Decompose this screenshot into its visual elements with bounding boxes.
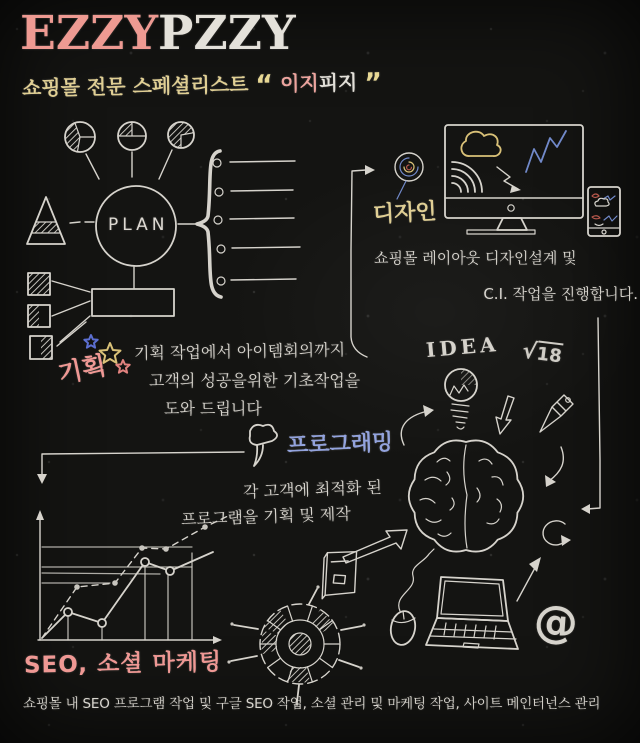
smartphone-icon (588, 187, 620, 236)
up-right-arrow-outline (343, 530, 407, 563)
up-arrow-near-laptop (517, 557, 541, 601)
laptop-icon (426, 577, 518, 649)
cloud-sketch (461, 132, 500, 156)
sqrt-doodle (521, 340, 563, 369)
design-description-line1: 쇼핑몰 레이아웃 디자인설계 및 (374, 249, 577, 267)
open-quote: “ (255, 69, 274, 102)
circular-arrow-icon (543, 521, 571, 546)
drop-lines (68, 553, 192, 640)
mouse-cable (399, 549, 434, 611)
planning-description-line2: 고객의 성공을위한 기초작업을 (149, 371, 361, 390)
down-arrow-outline (496, 396, 514, 434)
programming-doodles (37, 425, 277, 484)
programming-section-title: 프로그래밍 (286, 430, 394, 459)
tagline-text: 쇼핑몰 전문 스페셜리스트 (21, 72, 249, 101)
sqrt-value: 18 (535, 340, 563, 367)
lollipop-icon (395, 153, 423, 199)
tagline (22, 69, 383, 106)
logo-part2: PZZY (158, 6, 296, 61)
process-squares (28, 273, 52, 359)
chart-sketch (526, 131, 566, 172)
design-description-line2: C.I. 작업을 진행합니다. (483, 285, 638, 303)
brand-part2: 피지 (318, 70, 358, 95)
star-icon-blue (84, 335, 97, 348)
connector-design-to-brain (581, 318, 600, 514)
brain-icon (409, 440, 523, 551)
logo (20, 8, 296, 61)
plan-diagram (27, 122, 300, 359)
seo-section-title: SEO, 소셜 마케팅 (23, 649, 223, 679)
light-bulb-icon (445, 369, 477, 429)
idea-label: IDEA (425, 331, 501, 363)
curved-arrow-right (545, 447, 563, 487)
design-section-title: 디자인 (372, 199, 438, 228)
book-icon (314, 544, 364, 606)
wifi-sketch (452, 162, 482, 192)
planning-description-line3: 도와 드립니다 (164, 399, 262, 418)
connector-to-design (351, 165, 375, 357)
programming-description-line2: 프로그램을 기획 및 제작 (180, 504, 352, 529)
wheel-chart-icon (227, 585, 365, 705)
zigzag-arrow-sketch (497, 167, 521, 193)
mouse-icon (388, 549, 434, 647)
planning-section-title: 기획 (55, 350, 109, 389)
gridlines (42, 547, 192, 583)
plan-box (92, 289, 174, 316)
monitor-icon (445, 125, 583, 234)
pushpin-icon (250, 425, 277, 466)
at-icon: @ (532, 595, 580, 650)
bullet-list (213, 159, 300, 285)
line-chart-doodle (36, 510, 228, 644)
plan-label: PLAN (108, 215, 169, 235)
close-quote: ” (364, 67, 383, 100)
curved-arrow-left (401, 405, 434, 445)
square-links (52, 281, 90, 342)
planning-description-line1: 기획 작업에서 아이템회의까지 (133, 340, 346, 363)
pen-icon (540, 395, 573, 432)
sqrt-symbol: √ (520, 338, 539, 366)
star-icon-pink (116, 360, 129, 373)
seo-description: 쇼핑몰 내 SEO 프로그램 작업 및 구글 SEO 작업, 소셜 관리 및 마케팅 작업, 사이트 메인터넌스 관리 (23, 696, 601, 712)
pyramid-icon (27, 197, 65, 244)
idea-doodles (401, 369, 573, 552)
logo-part1: EZZY (20, 6, 158, 61)
connector-to-chart (37, 452, 244, 484)
pie-chart-icons (65, 122, 194, 152)
planning-pointer-line (57, 322, 86, 346)
bottom-doodles (227, 530, 541, 706)
programming-description-line1: 각 고객에 최적화 된 (242, 477, 383, 502)
brand-part1: 이지 (279, 70, 319, 96)
pie-connector-lines (86, 150, 172, 179)
